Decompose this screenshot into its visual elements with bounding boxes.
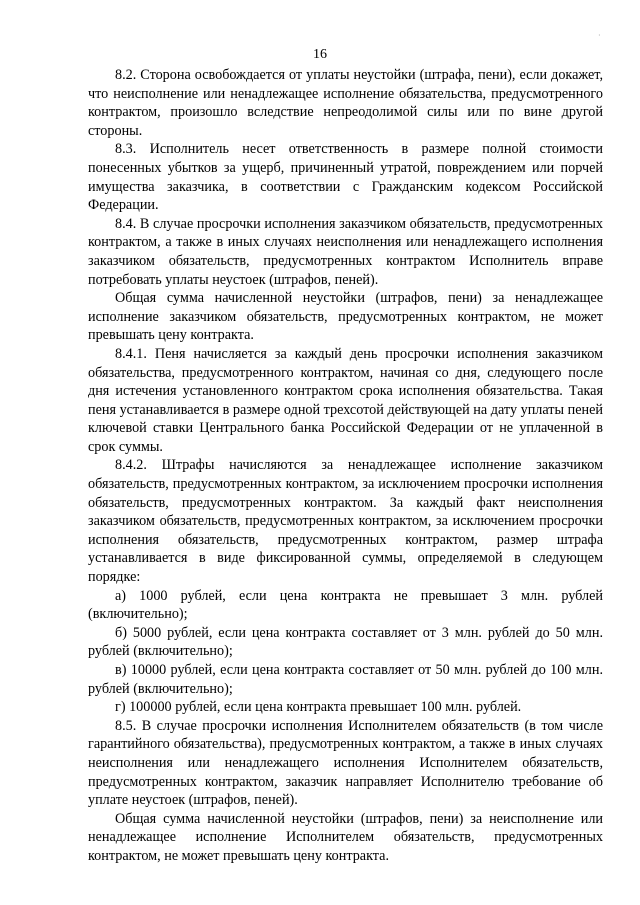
scan-speck: · (598, 31, 601, 40)
paragraph-8-4-total: Общая сумма начисленной неустойки (штрафов, пени) за ненадлежащее исполнение заказчиком обязательств, предусмотренных контрактом, не может превышать цену контракта. (88, 290, 603, 344)
paragraph-8-4-1: 8.4.1. Пеня начисляется за каждый день просрочки исполнения заказчиком обязательства, предусмотренного контрактом, начиная со дня, следующего после дня истечения установленного контрактом срока исполнения обязательства. Такая пеня устанавливается в размере одной трехсотой действующей на дату уплаты пеней ключевой ставки Центрального банка Российской Федерации от не уплаченной в срок суммы. (88, 345, 603, 455)
list-item-g: г) 100000 рублей, если цена контракта превышает 100 млн. рублей. (115, 699, 522, 716)
list-item-v: в) 10000 рублей, если цена контракта составляет от 50 млн. рублей до 100 млн. рублей (включительно); (88, 662, 603, 697)
list-item-a: а) 1000 рублей, если цена контракта не превышает 3 млн. рублей (включительно); (88, 587, 603, 623)
paragraph-8-5: 8.5. В случае просрочки исполнения Исполнителем обязательств (в том числе гарантийного обязательства), предусмотренных контрактом, а также в иных случаях неисполнения или ненадлежащего исполнения Исполнителем обязательств, предусмотренных контрактом, заказчик направляет Исполнителю требование об уплате неустоек (штрафов, пеней). (88, 717, 603, 809)
document-body (88, 66, 603, 866)
paragraph-8-5-total: Общая сумма начисленной неустойки (штрафов, пени) за неисполнение или ненадлежащее исполнение Исполнителем обязательств, предусмотренных контрактом, не может превышать цену контракта. (88, 810, 603, 864)
paragraph-8-4-2: 8.4.2. Штрафы начисляются за ненадлежащее исполнение заказчиком обязательств, предусмотренных контрактом, за исключением просрочки исполнения обязательств, предусмотренных контрактом. За каждый факт неисполнения заказчиком обязательств, предусмотренных контрактом, за исключением просрочки исполнения обязательств, предусмотренных контрактом, размер штрафа устанавливается в виде фиксированной суммы, определяемой в следующем порядке: (88, 457, 603, 586)
paragraph-8-3: 8.3. Исполнитель несет ответственность в размере полной стоимости понесенных убытков за ущерб, причиненный утратой, повреждением или порчей имущества заказчика, в соответствии с Гражданским кодексом Российской Федерации. (88, 141, 603, 214)
paragraph-8-2: 8.2. Сторона освобождается от уплаты неустойки (штрафа, пени), если докажет, что неисполнение или ненадлежащее исполнение обязательства, предусмотренного контрактом, произошло вследствие непреодолимой силы или по вине другой стороны. (88, 67, 603, 139)
list-item-b: б) 5000 рублей, если цена контракта составляет от 3 млн. рублей до 50 млн. рублей (включительно); (88, 624, 603, 660)
paragraph-8-4: 8.4. В случае просрочки исполнения заказчиком обязательств, предусмотренных контрактом, а также в иных случаях неисполнения или ненадлежащего исполнения заказчиком обязательств, предусмотренных контрактом Исполнитель вправе потребовать уплаты неустоек (штрафов, пеней). (88, 215, 603, 288)
page-number: 16 (313, 47, 327, 62)
